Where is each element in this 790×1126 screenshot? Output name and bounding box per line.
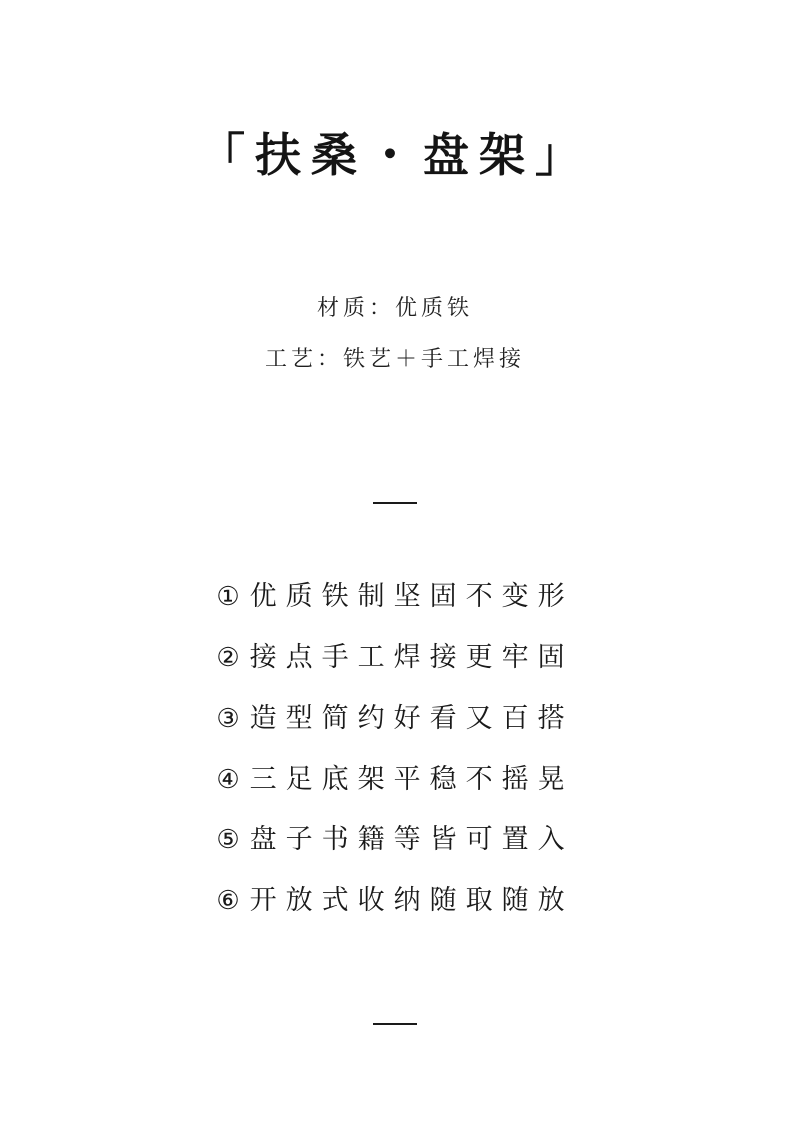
list-item bbox=[216, 688, 573, 749]
list-item bbox=[216, 566, 573, 627]
list-item-number: ④ bbox=[216, 763, 240, 794]
list-item-number: ① bbox=[216, 581, 240, 612]
list-item bbox=[216, 809, 573, 870]
spec-material: 材质：优质铁 bbox=[316, 295, 473, 321]
list-item-number: ⑤ bbox=[216, 824, 240, 855]
list-item bbox=[216, 749, 573, 810]
list-item-label: 三足底架平稳不摇晃 bbox=[249, 763, 574, 794]
divider-bottom bbox=[373, 1023, 417, 1025]
list-item-label: 开放式收纳随取随放 bbox=[249, 885, 574, 916]
spec-craft: 工艺：铁艺＋手工焊接 bbox=[264, 345, 525, 371]
list-item-label: 盘子书籍等皆可置入 bbox=[249, 824, 574, 855]
list-item bbox=[216, 627, 573, 688]
page-title: 「扶桑・盘架」 bbox=[199, 130, 591, 181]
list-item-number: ② bbox=[216, 642, 240, 673]
list-item-label: 接点手工焊接更牢固 bbox=[249, 642, 574, 673]
list-item-label: 造型简约好看又百搭 bbox=[249, 702, 574, 733]
feature-list bbox=[216, 566, 573, 931]
divider-top bbox=[373, 502, 417, 504]
list-item-number: ⑥ bbox=[216, 885, 240, 916]
spec-block bbox=[265, 283, 525, 384]
list-item bbox=[216, 870, 573, 931]
list-item-label: 优质铁制坚固不变形 bbox=[249, 581, 574, 612]
title-block bbox=[199, 128, 591, 183]
list-item-number: ③ bbox=[216, 702, 240, 733]
